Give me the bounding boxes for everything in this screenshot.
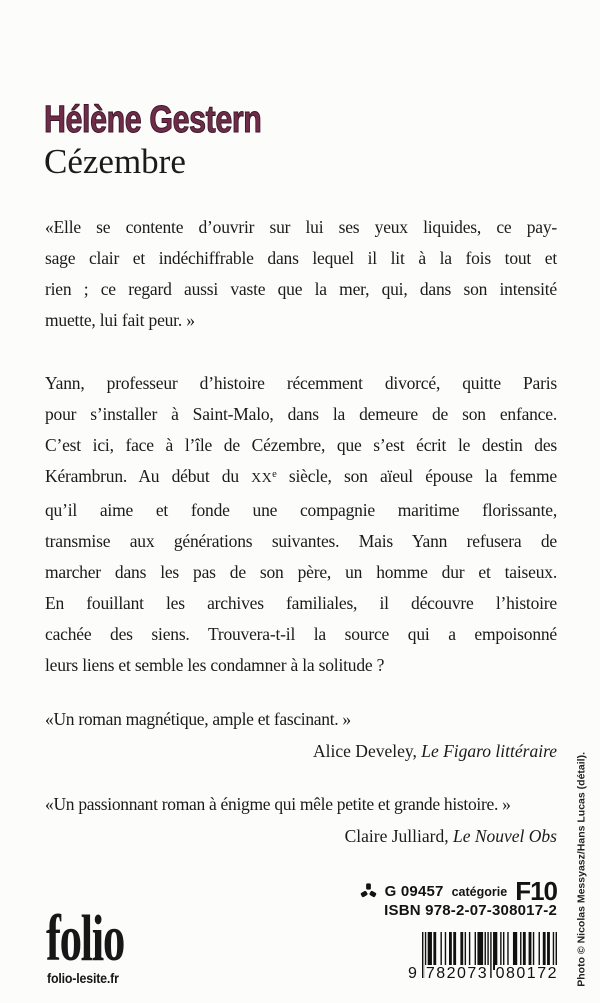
synopsis xyxy=(45,368,557,681)
review-quote: «Un roman magnétique, ample et fascinant. » xyxy=(45,709,351,729)
barcode-digits-right: 080172 xyxy=(495,965,558,982)
author-name: Hélène Gestern xyxy=(44,99,262,141)
century-superscript: e xyxy=(272,469,277,481)
synopsis-line: Yann, professeur d’histoire récemment divorcé, quitte Paris xyxy=(45,373,557,393)
publication-name: Le Figaro littéraire xyxy=(421,741,557,761)
synopsis-line: pour s’installer à Saint-Malo, dans la demeure de son enfance. xyxy=(45,404,557,424)
barcode-digit-lead: 9 xyxy=(408,965,419,982)
synopsis-line: qu’il aime et fonde une compagnie maritime florissante, xyxy=(45,500,557,520)
synopsis-text: siècle, son aïeul épouse la femme xyxy=(276,466,557,486)
barcode-digits xyxy=(407,965,559,983)
synopsis-line: leurs liens et semble les condamner à la solitude ? xyxy=(45,655,385,675)
category-label: catégorie xyxy=(451,884,508,899)
synopsis-line: transmise aux générations suivantes. Mais Yann refusera de xyxy=(45,531,557,551)
excerpt-line: muette, lui fait peur. » xyxy=(45,310,195,330)
synopsis-line: C’est ici, face à l’île de Cézembre, que s’est écrit le destin des xyxy=(45,435,557,455)
review xyxy=(45,704,557,768)
excerpt-quote xyxy=(45,212,557,336)
critic-name: Claire Julliard, xyxy=(344,826,453,846)
folio-logo: folio xyxy=(46,902,124,975)
isbn: ISBN 978-2-07-308017-2 xyxy=(384,902,557,919)
publisher-website: folio-lesite.fr xyxy=(47,971,119,986)
book-title: Cézembre xyxy=(44,142,186,181)
synopsis-line: marcher dans les pas de son père, un homme dur et taiseux. xyxy=(45,562,557,582)
barcode-digits-left: 782073 xyxy=(425,965,489,982)
press-reviews xyxy=(45,704,557,853)
review-quote: «Un passionnant roman à énigme qui mêle petite et grande histoire. » xyxy=(45,794,511,814)
century-small-caps: XX xyxy=(251,471,273,486)
synopsis-line-century xyxy=(45,461,557,495)
publication-name: Le Nouvel Obs xyxy=(452,826,557,846)
critic-name: Alice Develey, xyxy=(313,741,422,761)
photo-credit: Photo © Nicolas Messyasz/Hans Lucas (détail). xyxy=(576,752,588,987)
review-attribution xyxy=(45,820,557,853)
review xyxy=(45,789,557,853)
review-attribution xyxy=(45,735,557,768)
excerpt-line: rien ; ce regard aussi vaste que la mer, qui, dans son intensité xyxy=(45,279,557,299)
synopsis-text: Kérambrun. Au début du xyxy=(45,466,252,486)
excerpt-line: sage clair et indéchiffrable dans lequel il lit à la fois tout et xyxy=(45,248,557,268)
category-code: F10 xyxy=(515,876,557,906)
excerpt-line: «Elle se contente d’ouvrir sur lui ses yeux liquides, ce pay- xyxy=(45,217,557,237)
recycle-triman-icon xyxy=(360,883,377,900)
catalog-code: G 09457 xyxy=(384,883,444,900)
synopsis-line: En fouillant les archives familiales, il découvre l’histoire xyxy=(45,593,557,613)
synopsis-line: cachée des siens. Trouvera-t-il la source qui a empoisonné xyxy=(45,624,557,644)
